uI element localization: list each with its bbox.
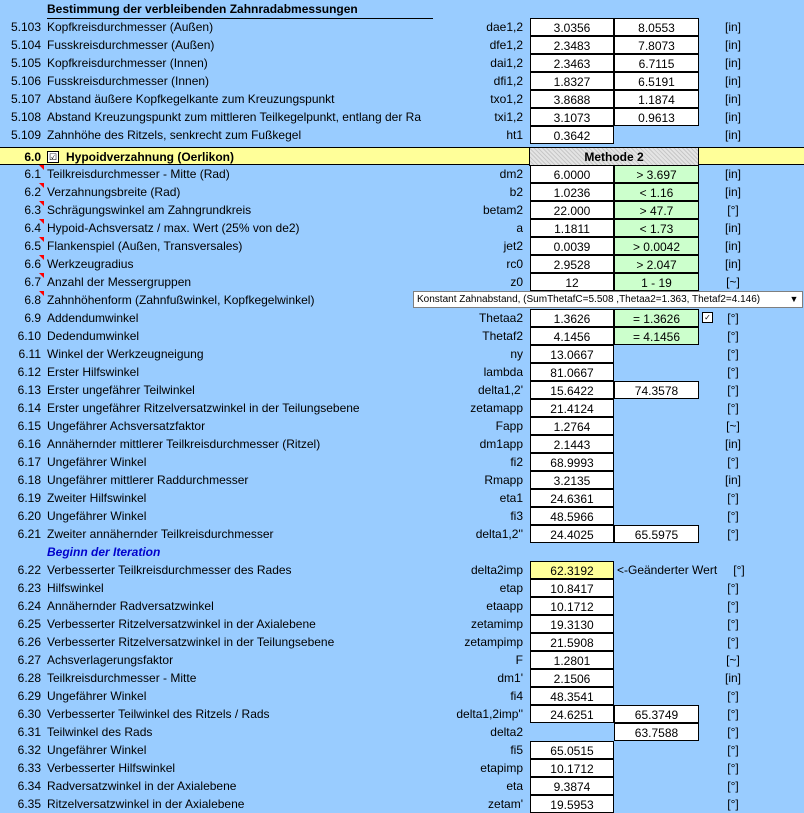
value-cell-1[interactable]: 10.8417 <box>530 579 614 597</box>
changed-value-note: <-Geänderter Wert <box>617 563 718 577</box>
row-number: 6.3 <box>24 203 41 217</box>
row-number: 6.16 <box>17 437 41 451</box>
table-row <box>0 108 804 126</box>
row-unit: [°] <box>733 563 745 577</box>
row-unit: [°] <box>727 689 739 703</box>
row-number: 6.28 <box>17 671 41 685</box>
table-row <box>0 651 804 669</box>
value-cell-1[interactable]: 2.1443 <box>530 435 614 453</box>
row-description: Teilwinkel des Rads <box>47 725 153 739</box>
row-number: 6.11 <box>18 347 41 361</box>
table-row <box>0 54 804 72</box>
value-cell-1[interactable]: 81.0667 <box>530 363 614 381</box>
table-row <box>0 309 804 327</box>
row-description: Zahnhöhenform (Zahnfußwinkel, Kopfkegelwinkel) <box>47 293 315 307</box>
value-cell-2[interactable]: 7.8073 <box>614 36 699 54</box>
row-number: 5.109 <box>10 128 41 142</box>
row-unit: [in] <box>724 437 741 451</box>
row-description: Ungefährer Winkel <box>47 455 147 469</box>
row-description: Abstand äußere Kopfkegelkante zum Kreuzungspunkt <box>47 92 335 106</box>
value-cell-1[interactable]: 1.2764 <box>530 417 614 435</box>
header-row <box>0 0 804 18</box>
table-row <box>0 687 804 705</box>
value-cell-1[interactable]: 21.4124 <box>530 399 614 417</box>
row-symbol: ny <box>510 347 523 361</box>
row-description: Dedendumwinkel <box>47 329 140 343</box>
row-number: 6.2 <box>24 185 41 199</box>
row-unit: [°] <box>727 707 739 721</box>
row-symbol: delta1,2' <box>478 383 523 397</box>
value-cell-1[interactable]: 10.1712 <box>530 597 614 615</box>
row-description: Zweiter Hilfswinkel <box>47 491 147 505</box>
row-description: Erster ungefährer Ritzelversatzwinkel in der Teilungsebene <box>47 401 360 415</box>
row-unit: [~] <box>726 653 740 667</box>
value-cell-1[interactable]: 2.3483 <box>530 36 614 54</box>
table-row <box>0 126 804 144</box>
value-cell-2[interactable]: 65.3749 <box>614 705 699 723</box>
row-symbol: dm2 <box>499 167 523 181</box>
value-cell-2[interactable]: 6.5191 <box>614 72 699 90</box>
row-description: Fusskreisdurchmesser (Außen) <box>47 38 215 52</box>
table-row <box>0 741 804 759</box>
row-number: 6.4 <box>24 221 41 235</box>
table-row <box>0 255 804 273</box>
limit-cell: > 47.7 <box>614 201 699 219</box>
limit-cell: < 1.16 <box>614 183 699 201</box>
row-description: Annähernder mittlerer Teilkreisdurchmesser (Ritzel) <box>47 437 321 451</box>
row-symbol: dae1,2 <box>486 20 523 34</box>
table-row <box>0 435 804 453</box>
row-description: Fusskreisdurchmesser (Innen) <box>47 74 210 88</box>
row-number: 6.20 <box>17 509 41 523</box>
row-unit: [in] <box>724 239 741 253</box>
table-row <box>0 381 804 399</box>
iteration-heading-row <box>0 543 804 561</box>
row-unit: [°] <box>727 509 739 523</box>
row-symbol: fi4 <box>510 689 523 703</box>
row-symbol: dai1,2 <box>490 56 523 70</box>
value-cell-1[interactable]: 3.0356 <box>530 18 614 36</box>
row-number: 6.30 <box>17 707 41 721</box>
row-description: Schrägungswinkel am Zahngrundkreis <box>47 203 252 217</box>
limit-cell: 1 - 19 <box>614 273 699 291</box>
value-cell-1[interactable]: 1.3626 <box>530 309 614 327</box>
row-number: 5.107 <box>10 92 41 106</box>
table-row <box>0 90 804 108</box>
row-number: 6.19 <box>17 491 41 505</box>
row-number: 6.17 <box>17 455 41 469</box>
row-symbol: delta2 <box>490 725 523 739</box>
row-description: Verbesserter Teilwinkel des Ritzels / Rads <box>47 707 270 721</box>
value-cell-1[interactable]: 24.4025 <box>530 525 614 543</box>
input-cell[interactable]: 12 <box>530 273 614 291</box>
row-number: 6.21 <box>17 527 41 541</box>
row-description: Radversatzwinkel in der Axialebene <box>47 779 237 793</box>
table-row <box>0 363 804 381</box>
row-number: 6.24 <box>17 599 41 613</box>
table-row <box>0 219 804 237</box>
row-unit: [°] <box>727 329 739 343</box>
row-unit: [in] <box>724 473 741 487</box>
table-row <box>0 273 804 291</box>
row-symbol: a <box>516 221 523 235</box>
row-description: Ritzelversatzwinkel in der Axialebene <box>47 797 245 811</box>
table-row <box>0 417 804 435</box>
row-description: Ungefährer mittlerer Raddurchmesser <box>47 473 249 487</box>
row-description: Erster Hilfswinkel <box>47 365 140 379</box>
row-symbol: Fapp <box>495 419 523 433</box>
section-checkbox[interactable]: ☑ <box>48 152 58 162</box>
row-symbol: fi2 <box>510 455 523 469</box>
row-unit: [~] <box>726 275 740 289</box>
row-symbol: zetamapp <box>470 401 523 415</box>
row-symbol: dm1' <box>497 671 523 685</box>
value-cell-1[interactable]: 68.9993 <box>530 453 614 471</box>
section-title: Hypoidverzahnung (Oerlikon) <box>66 150 235 164</box>
table-row <box>0 759 804 777</box>
value-cell-2[interactable]: 8.0553 <box>614 18 699 36</box>
row-symbol: fi3 <box>510 509 523 523</box>
table-row <box>0 633 804 651</box>
row-description: Erster ungefährer Teilwinkel <box>47 383 195 397</box>
value-cell-1[interactable]: 2.1506 <box>530 669 614 687</box>
row-unit: [°] <box>727 635 739 649</box>
row-unit: [°] <box>727 203 739 217</box>
row-symbol: lambda <box>483 365 523 379</box>
row-unit: [in] <box>724 20 741 34</box>
row-symbol: Rmapp <box>484 473 523 487</box>
row-unit: [in] <box>724 167 741 181</box>
row-number: 6.13 <box>17 383 41 397</box>
row-description: Zahnhöhe des Ritzels, senkrecht zum Fußkegel <box>47 128 302 142</box>
row-unit: [°] <box>727 797 739 811</box>
table-row <box>0 525 804 543</box>
table-row <box>0 399 804 417</box>
table-row <box>0 36 804 54</box>
input-cell[interactable]: 2.9528 <box>530 255 614 273</box>
table-row <box>0 165 804 183</box>
row-description: Winkel der Werkzeugneigung <box>47 347 204 361</box>
row-unit: [°] <box>727 581 739 595</box>
row-description: Teilkreisdurchmesser - Mitte <box>47 671 197 685</box>
table-row <box>0 327 804 345</box>
value-cell-1[interactable]: 2.3463 <box>530 54 614 72</box>
row-unit: [°] <box>727 311 739 325</box>
row-unit: [in] <box>724 38 741 52</box>
row-unit: [°] <box>727 527 739 541</box>
row-description: Hilfswinkel <box>47 581 104 595</box>
iteration-heading: Beginn der Iteration <box>47 545 161 559</box>
row-unit: [°] <box>727 455 739 469</box>
row-description: Ungefährer Winkel <box>47 689 147 703</box>
row-symbol: txi1,2 <box>494 110 523 124</box>
row-unit: [°] <box>727 491 739 505</box>
tooth-depth-dropdown[interactable] <box>413 291 803 308</box>
row-number: 6.25 <box>17 617 41 631</box>
row-symbol: delta1,2'' <box>475 527 523 541</box>
row-unit: [°] <box>727 743 739 757</box>
row-number: 6.34 <box>17 779 41 793</box>
row-description: Annähernder Radversatzwinkel <box>47 599 214 613</box>
table-row <box>0 453 804 471</box>
input-cell[interactable]: 6.0000 <box>530 165 614 183</box>
table-row <box>0 345 804 363</box>
row-number: 6.22 <box>17 563 41 577</box>
row-unit: [°] <box>727 779 739 793</box>
row-symbol: Thetaa2 <box>478 311 523 325</box>
row-unit: [in] <box>724 92 741 106</box>
row-description: Verbesserter Hilfswinkel <box>47 761 176 775</box>
row-number: 6.35 <box>17 797 41 811</box>
table-row <box>0 489 804 507</box>
table-row <box>0 777 804 795</box>
row-number: 6.12 <box>17 365 41 379</box>
row-unit: [in] <box>724 128 741 142</box>
table-row <box>0 237 804 255</box>
row-number: 5.106 <box>10 74 41 88</box>
table-row <box>0 561 804 579</box>
row-symbol: eta1 <box>499 491 523 505</box>
row-number: 6.9 <box>24 311 41 325</box>
table-row <box>0 579 804 597</box>
value-cell-2[interactable]: 6.7115 <box>614 54 699 72</box>
row-symbol: etapimp <box>480 761 523 775</box>
table-row <box>0 72 804 90</box>
row-symbol: dm1app <box>479 437 523 451</box>
limit-cell: < 1.73 <box>614 219 699 237</box>
row-description: Hypoid-Achsversatz / max. Wert (25% von de2) <box>47 221 300 235</box>
value-cell-1[interactable]: 24.6361 <box>530 489 614 507</box>
row-symbol: delta1,2imp'' <box>456 707 523 721</box>
table-row <box>0 597 804 615</box>
row-description: Kopfkreisdurchmesser (Innen) <box>47 56 208 70</box>
value-cell-1[interactable]: 3.2135 <box>530 471 614 489</box>
limit-cell: > 0.0042 <box>614 237 699 255</box>
row-unit: [in] <box>724 257 741 271</box>
row-symbol: Thetaf2 <box>482 329 523 343</box>
row-symbol: fi5 <box>510 743 523 757</box>
row-number: 6.5 <box>24 239 41 253</box>
row-symbol: dfi1,2 <box>493 74 523 88</box>
row-description: Zweiter annähernder Teilkreisdurchmesser <box>47 527 274 541</box>
row-number: 6.15 <box>17 419 41 433</box>
row-unit: [in] <box>724 221 741 235</box>
row-number: 6.10 <box>17 329 41 343</box>
limit-cell: > 3.697 <box>614 165 699 183</box>
table-row <box>0 723 804 741</box>
row-number: 5.103 <box>10 20 41 34</box>
table-row <box>0 471 804 489</box>
row-symbol: z0 <box>510 275 523 289</box>
row-symbol: betam2 <box>482 203 523 217</box>
input-cell[interactable]: 0.0039 <box>530 237 614 255</box>
value-cell-2: = 4.1456 <box>614 327 699 345</box>
row-number: 6.27 <box>17 653 41 667</box>
row-number: 6.18 <box>17 473 41 487</box>
value-cell-1[interactable]: 19.3130 <box>530 615 614 633</box>
value-cell-1[interactable]: 65.0515 <box>530 741 614 759</box>
row-symbol: rc0 <box>506 257 523 271</box>
value-cell-1[interactable]: 48.5966 <box>530 507 614 525</box>
value-cell-1[interactable]: 3.1073 <box>530 108 614 126</box>
row-description: Anzahl der Messergruppen <box>47 275 192 289</box>
row-number: 6.33 <box>17 761 41 775</box>
row-unit: [°] <box>727 347 739 361</box>
row-unit: [°] <box>727 761 739 775</box>
value-cell-1[interactable]: 19.5953 <box>530 795 614 813</box>
header-title: Bestimmung der verbleibenden Zahnradabmessungen <box>47 2 358 16</box>
value-cell-1[interactable]: 9.3874 <box>530 777 614 795</box>
value-cell-1[interactable]: 10.1712 <box>530 759 614 777</box>
changed-value-cell[interactable]: 62.3192 <box>530 561 614 579</box>
table-row <box>0 507 804 525</box>
row-symbol: etaapp <box>486 599 523 613</box>
chevron-down-icon[interactable]: ▼ <box>789 294 799 304</box>
value-cell-2[interactable]: 74.3578 <box>614 381 699 399</box>
row-description: Flankenspiel (Außen, Transversales) <box>47 239 243 253</box>
row-unit: [°] <box>727 599 739 613</box>
value-cell-1[interactable]: 0.3642 <box>530 126 614 144</box>
row-unit: [°] <box>727 401 739 415</box>
row-symbol: etap <box>499 581 523 595</box>
value-cell-1[interactable]: 24.6251 <box>530 705 614 723</box>
row-unit: [°] <box>727 725 739 739</box>
row-unit: [in] <box>724 74 741 88</box>
value-cell-2[interactable]: 65.5975 <box>614 525 699 543</box>
row-number: 6.7 <box>24 275 41 289</box>
row-description: Ungefährer Winkel <box>47 509 147 523</box>
row-unit: [in] <box>724 56 741 70</box>
row-number: 6.14 <box>17 401 41 415</box>
row-symbol: b2 <box>509 185 523 199</box>
table-row <box>0 183 804 201</box>
row-unit: [in] <box>724 185 741 199</box>
value-cell-1[interactable]: 1.8327 <box>530 72 614 90</box>
value-cell-2[interactable]: 63.7588 <box>614 723 699 741</box>
row-unit: [~] <box>726 419 740 433</box>
row-symbol: F <box>515 653 523 667</box>
table-row <box>0 795 804 813</box>
row-description: Kopfkreisdurchmesser (Außen) <box>47 20 214 34</box>
row-description: Addendumwinkel <box>47 311 139 325</box>
table-row <box>0 705 804 723</box>
dropdown-selected-value: Konstant Zahnabstand, (SumThetafC=5.508 ,Thetaa2=1.363, Thetaf2=4.146) <box>417 294 761 305</box>
row-number: 5.105 <box>10 56 41 70</box>
row-symbol: zetamimp <box>470 617 523 631</box>
value-cell-1[interactable]: 13.0667 <box>530 345 614 363</box>
input-cell[interactable]: 22.000 <box>530 201 614 219</box>
row-number: 6.29 <box>17 689 41 703</box>
row-unit: [°] <box>727 617 739 631</box>
value-cell-2: = 1.3626 <box>614 309 699 327</box>
limit-cell: > 2.047 <box>614 255 699 273</box>
section-header <box>0 147 804 165</box>
row-unit: [in] <box>724 110 741 124</box>
row-number: 6.32 <box>17 743 41 757</box>
row-description: Verbesserter Ritzelversatzwinkel in der Teilungsebene <box>47 635 335 649</box>
row-number: 6.23 <box>17 581 41 595</box>
row-description: Teilkreisdurchmesser - Mitte (Rad) <box>47 167 230 181</box>
row-number: 6.1 <box>24 167 41 181</box>
input-cell[interactable]: 1.1811 <box>530 219 614 237</box>
value-cell-1[interactable]: 4.1456 <box>530 327 614 345</box>
row-number: 5.108 <box>10 110 41 124</box>
value-cell-1[interactable]: 15.6422 <box>530 381 614 399</box>
table-row <box>0 669 804 687</box>
row-symbol: zetam' <box>488 797 523 811</box>
row-number: 6.31 <box>17 725 41 739</box>
row-description: Verzahnungsbreite (Rad) <box>47 185 181 199</box>
row-symbol: txo1,2 <box>490 92 523 106</box>
row-description: Ungefährer Achsversatzfaktor <box>47 419 206 433</box>
table-row <box>0 18 804 36</box>
row-number: 5.104 <box>10 38 41 52</box>
table-row <box>0 201 804 219</box>
row-unit: [in] <box>724 671 741 685</box>
row-symbol: eta <box>506 779 523 793</box>
value-cell-2[interactable]: 1.1874 <box>614 90 699 108</box>
value-cell-1[interactable]: 21.5908 <box>530 633 614 651</box>
row-description: Abstand Kreuzungspunkt zum mittleren Teilkegelpunkt, entlang der Ra <box>47 110 421 124</box>
row-unit: [°] <box>727 365 739 379</box>
value-cell-1[interactable]: 3.8688 <box>530 90 614 108</box>
override-checkbox[interactable]: ✓ <box>702 312 713 323</box>
row-symbol: ht1 <box>506 128 523 142</box>
row-description: Verbesserter Ritzelversatzwinkel in der Axialebene <box>47 617 316 631</box>
row-symbol: zetampimp <box>464 635 523 649</box>
row-description: Ungefährer Winkel <box>47 743 147 757</box>
row-number: 6.26 <box>17 635 41 649</box>
row-symbol: dfe1,2 <box>489 38 523 52</box>
table-row <box>0 615 804 633</box>
value-cell-1[interactable]: 1.2801 <box>530 651 614 669</box>
section-number: 6.0 <box>24 150 41 164</box>
value-cell-2[interactable]: 0.9613 <box>614 108 699 126</box>
row-symbol: jet2 <box>503 239 523 253</box>
row-unit: [°] <box>727 383 739 397</box>
method-selector[interactable]: Methode 2 <box>529 148 699 166</box>
row-number: 6.8 <box>24 293 41 307</box>
value-cell-1[interactable]: 48.3541 <box>530 687 614 705</box>
row-description: Achsverlagerungsfaktor <box>47 653 174 667</box>
row-description: Verbesserter Teilkreisdurchmesser des Rades <box>47 563 292 577</box>
input-cell[interactable]: 1.0236 <box>530 183 614 201</box>
row-description: Werkzeugradius <box>47 257 134 271</box>
row-symbol: delta2imp <box>470 563 523 577</box>
row-number: 6.6 <box>24 257 41 271</box>
